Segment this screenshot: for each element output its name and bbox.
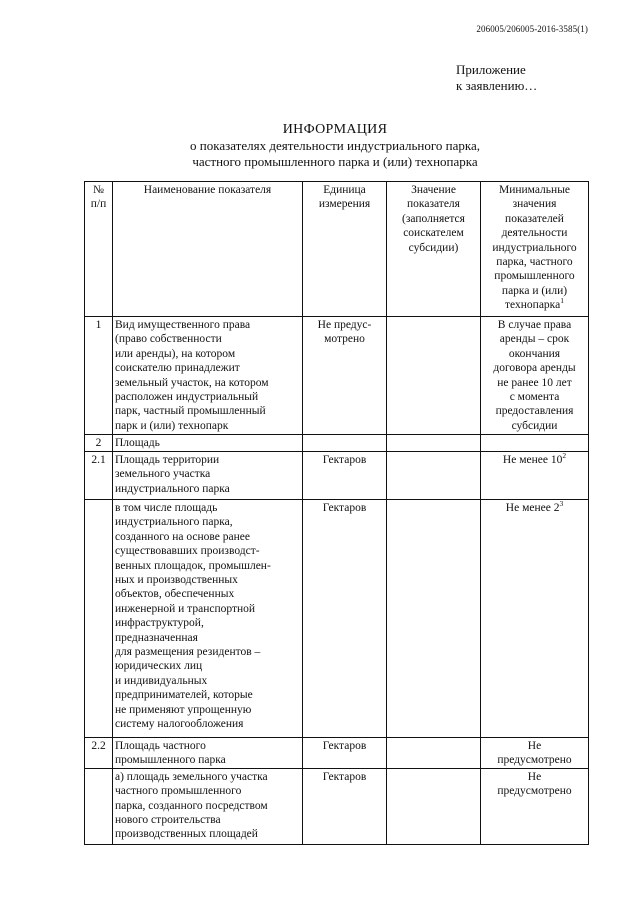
row-2-1b-min [481, 500, 589, 738]
header-unit: Единица измерения [303, 182, 387, 317]
header-name: Наименование показателя [113, 182, 303, 317]
table-row [85, 768, 589, 844]
row-2-1b-min-footnote: 3 [559, 499, 564, 509]
row-2-1b-value [387, 500, 481, 738]
row-2-1-num: 2.1 [85, 452, 113, 500]
header-min [481, 182, 589, 317]
row-2-1b-unit: Гектаров [303, 500, 387, 738]
row-2-2a-unit: Гектаров [303, 768, 387, 844]
row-2-num: 2 [85, 435, 113, 452]
appendix-note [456, 62, 537, 94]
row-2-1-name: Площадь территории земельного участка индустриального парка [113, 452, 303, 500]
row-2-2-value [387, 738, 481, 769]
row-2-2a-num [85, 768, 113, 844]
row-2-1b-min-text: Не менее 2 [505, 502, 560, 514]
table-row [85, 317, 589, 435]
row-2-1b-name: в том числе площадь индустриального парка, созданного на основе ранее существовавших производст- венных площадок, промышлен- ных и производственных объектов, обеспеченных инженерной и транспортной инфраструктурой, предназначенная для размещения резидентов – юридических лиц и индивидуальных предпринимателей, которые не применяют упрощенную систему налогообложения [113, 500, 303, 738]
row-2-1-min-text: Не менее 10 [502, 454, 563, 466]
header-min-text: Минимальные значения показателей деятельности индустриального парка, частного промышленного парка и (или) технопарка [492, 184, 577, 312]
row-2-2-name: Площадь частного промышленного парка [113, 738, 303, 769]
row-2-value [387, 435, 481, 452]
document-heading [150, 122, 520, 170]
row-2-2a-min: Не предусмотрено [481, 768, 589, 844]
document-title: ИНФОРМАЦИЯ [282, 122, 388, 137]
row-2-1-min [481, 452, 589, 500]
header-value: Значение показателя (заполняется соискателем субсидии) [387, 182, 481, 317]
row-2-1b-num [85, 500, 113, 738]
header-min-footnote: 1 [560, 296, 564, 306]
row-2-min [481, 435, 589, 452]
row-2-unit [303, 435, 387, 452]
row-2-2a-value [387, 768, 481, 844]
row-2-1-min-footnote: 2 [562, 451, 567, 461]
row-2-1-value [387, 452, 481, 500]
document-id: 206005/206005-2016-3585(1) [476, 24, 588, 34]
document-subtitle-line-2: частного промышленного парка и (или) технопарка [192, 154, 478, 169]
row-1-value [387, 317, 481, 435]
row-1-unit: Не предус- мотрено [303, 317, 387, 435]
row-2-name: Площадь [113, 435, 303, 452]
row-2-1-unit: Гектаров [303, 452, 387, 500]
table-header-row [85, 182, 589, 317]
table-row [85, 738, 589, 769]
document-subtitle-line-1: о показателях деятельности индустриального парка, [190, 138, 480, 153]
row-2-2-unit: Гектаров [303, 738, 387, 769]
header-num: № п/п [85, 182, 113, 317]
row-2-2-num: 2.2 [85, 738, 113, 769]
table-row [85, 500, 589, 738]
row-1-name: Вид имущественного права (право собственности или аренды), на котором соискателю принадлежит земельный участок, на котором расположен индустриальный парк, частный промышленный парк и (или) технопарк [113, 317, 303, 435]
indicators-table [84, 181, 589, 845]
row-1-min: В случае права аренды – срок окончания договора аренды не ранее 10 лет с момента предоставления субсидии [481, 317, 589, 435]
table-row [85, 435, 589, 452]
row-1-num: 1 [85, 317, 113, 435]
row-2-2a-name: а) площадь земельного участка частного промышленного парка, созданного посредством нового строительства производственных площадей [113, 768, 303, 844]
appendix-line-2: к заявлению… [456, 78, 538, 93]
table-row [85, 452, 589, 500]
appendix-line-1: Приложение [456, 62, 526, 77]
row-2-2-min: Не предусмотрено [481, 738, 589, 769]
